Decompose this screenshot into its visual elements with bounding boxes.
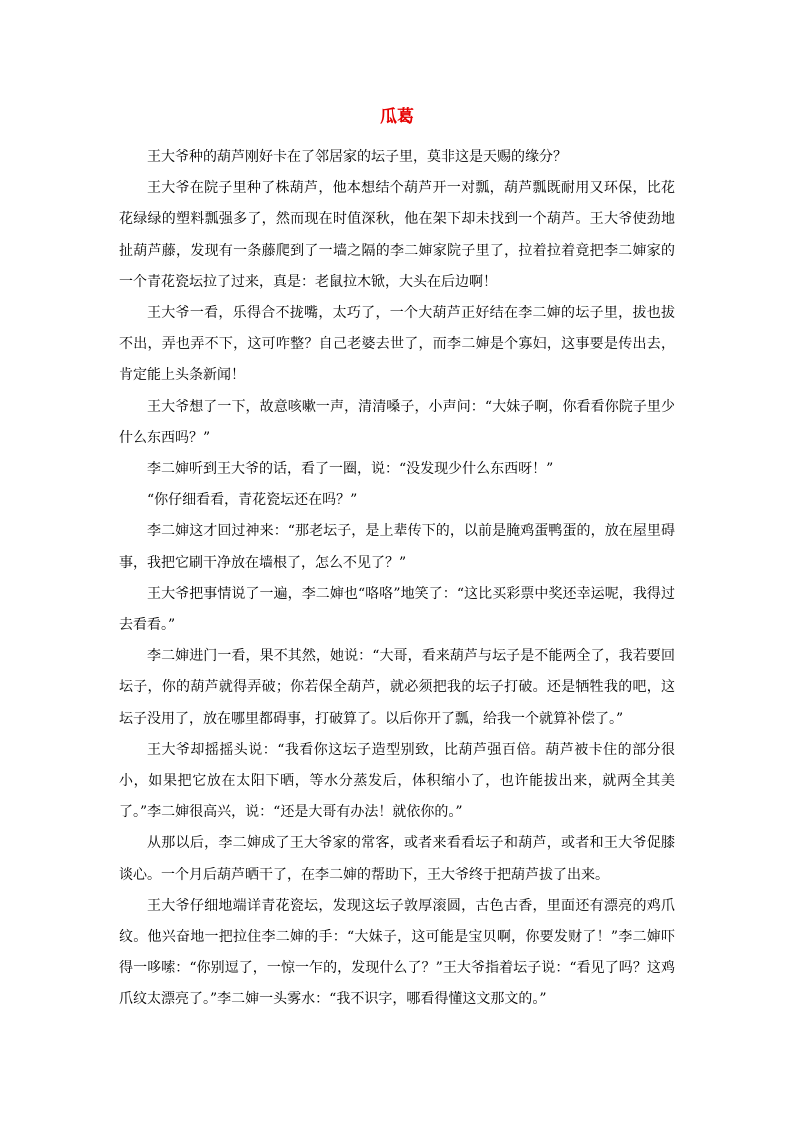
paragraph: 王大爷却摇摇头说：“我看你这坛子造型别致，比葫芦强百倍。葫芦被卡住的部分很小，如果把它放在太阳下晒，等水分蒸发后，体积缩小了，也许能拔出来，就两全其美了。”李二婶很高兴，说：“还是大哥有办法！就依你的。” [119, 741, 675, 821]
document-body [119, 102, 675, 1016]
paragraph: 王大爷种的葫芦刚好卡在了邻居家的坛子里，莫非这是天赐的缘分？ [147, 149, 567, 165]
paragraph: 李二婶听到王大爷的话，看了一圈，说：“没发现少什么东西呀！” [147, 461, 554, 478]
paragraph: 李二婶这才回过神来：“那老坛子，是上辈传下的，以前是腌鸡蛋鸭蛋的，放在屋里碍事，我把它刷干净放在墙根了，怎么不见了？” [119, 523, 675, 571]
paragraph: 王大爷在院子里种了株葫芦，他本想结个葫芦开一对瓢，葫芦瓢既耐用又环保，比花花绿绿的塑料瓢强多了，然而现在时值深秋，他在架下却未找到一个葫芦。王大爷使劲地扯葫芦藤，发现有一条藤爬到了一墙之隔的李二婶家院子里了，拉着拉着竟把李二婶家的一个青花瓷坛拉了过来，真是：老鼠拉木锨，大头在后边啊！ [119, 180, 675, 290]
document-title: 瓜葛 [380, 107, 414, 127]
paragraph: 李二婶进门一看，果不其然，她说：“大哥，看来葫芦与坛子是不能两全了，我若要回坛子，你的葫芦就得弄破；你若保全葫芦，就必须把我的坛子打破。还是牺牲我的吧，这坛子没用了，放在哪里都碍事，打破算了。以后你开了瓢，给我一个就算补偿了。” [119, 648, 675, 727]
paragraph: 王大爷仔细地端详青花瓷坛，发现这坛子敦厚滚圆，古色古香，里面还有漂亮的鸡爪纹。他兴奋地一把拉住李二婶的手：“大妹子，这可能是宝贝啊，你要发财了！”李二婶吓得一哆嗦：“你别逗了，一惊一乍的，发现什么了？”王大爷指着坛子说：“看见了吗？这鸡爪纹太漂亮了。”李二婶一头雾水：“我不识字，哪看得懂这文那文的。” [119, 897, 675, 1008]
paragraph: 王大爷把事情说了一遍，李二婶也“咯咯”地笑了：“这比买彩票中奖还幸运呢，我得过去看看。” [119, 585, 675, 634]
paragraph: 王大爷一看，乐得合不拢嘴，太巧了，一个大葫芦正好结在李二婶的坛子里，拔也拔不出，弄也弄不下，这可咋整？自己老婆去世了，而李二婶是个寡妇，这事要是传出去，肯定能上头条新闻！ [119, 305, 675, 384]
paragraph: “你仔细看看，青花瓷坛还在吗？” [147, 492, 358, 509]
paragraph: 王大爷想了一下，故意咳嗽一声，清清嗓子，小声问：“大妹子啊，你看看你院子里少什么东西吗？” [119, 398, 675, 446]
paragraph: 从那以后，李二婶成了王大爷家的常客，或者来看看坛子和葫芦，或者和王大爷促膝谈心。一个月后葫芦晒干了，在李二婶的帮助下，王大爷终于把葫芦拔了出来。 [119, 835, 675, 883]
